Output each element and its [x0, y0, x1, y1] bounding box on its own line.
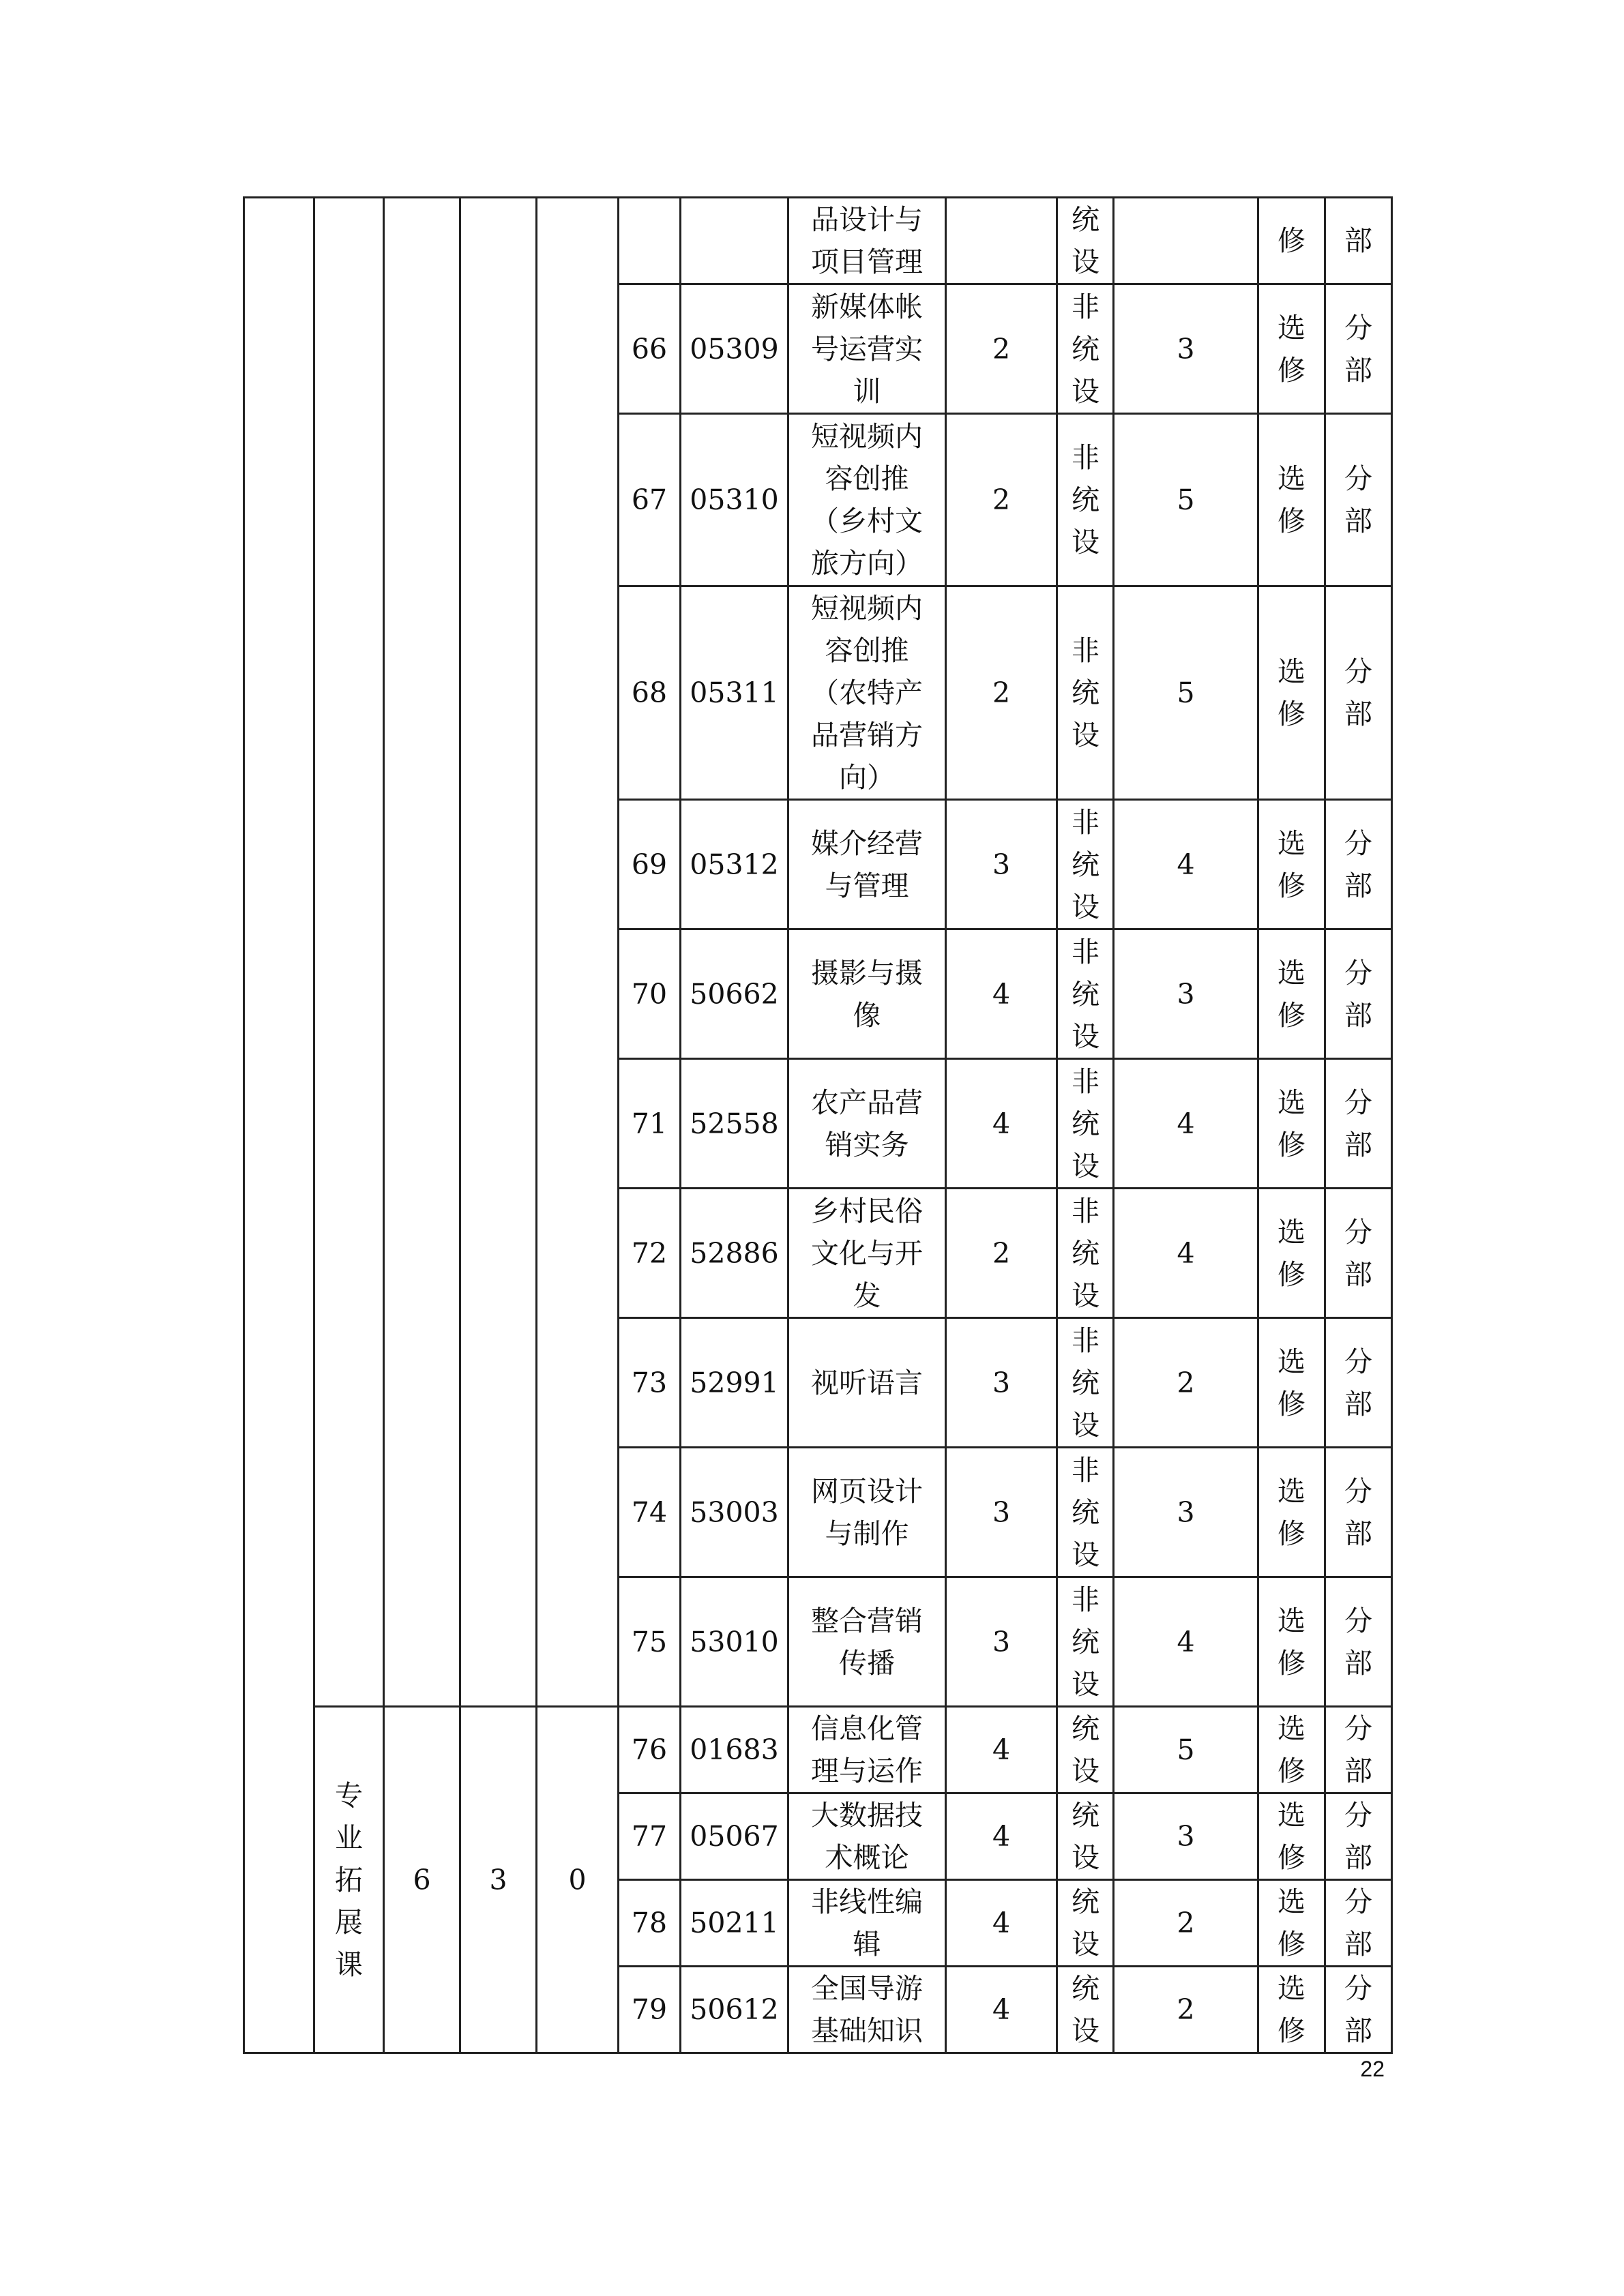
table-cell-course-name: 信息化管理与运作 — [788, 1707, 946, 1793]
table-cell-exam-type: 非统设 — [1057, 1059, 1114, 1189]
table-cell-merged — [244, 198, 314, 2053]
table-cell-code: 05309 — [681, 284, 788, 414]
table-cell-course-type: 选修 — [1258, 1448, 1325, 1577]
table-cell-credits: 4 — [946, 929, 1057, 1059]
table-cell-no: 69 — [619, 800, 681, 929]
table-cell-no: 72 — [619, 1189, 681, 1318]
table-cell-exam-type: 非统设 — [1057, 284, 1114, 414]
table-cell-exam-type: 非统设 — [1057, 414, 1114, 586]
table-cell-no: 71 — [619, 1059, 681, 1189]
table-cell-credits: 3 — [946, 1318, 1057, 1448]
table-cell-group-col5: 0 — [537, 1707, 619, 2053]
table-cell-merged — [537, 198, 619, 1707]
table-cell-course-type: 选修 — [1258, 1318, 1325, 1448]
table-cell-course-name: 整合营销传播 — [788, 1577, 946, 1707]
table-cell-exam-type: 非统设 — [1057, 929, 1114, 1059]
table-cell-code: 52886 — [681, 1189, 788, 1318]
table-cell-credits: 4 — [946, 1967, 1057, 2053]
table-cell-semester: 4 — [1114, 800, 1258, 929]
table-cell-code: 01683 — [681, 1707, 788, 1793]
table-cell-semester: 2 — [1114, 1318, 1258, 1448]
table-cell-code: 53003 — [681, 1448, 788, 1577]
table-cell-code: 05310 — [681, 414, 788, 586]
table-cell-no: 77 — [619, 1793, 681, 1880]
table-cell-course-type: 选修 — [1258, 1880, 1325, 1967]
table-cell-category: 专业拓展课 — [314, 1707, 384, 2053]
table-cell-credits: 2 — [946, 586, 1057, 800]
table-cell-course-name: 农产品营销实务 — [788, 1059, 946, 1189]
table-cell-semester: 4 — [1114, 1189, 1258, 1318]
table-cell-semester: 2 — [1114, 1880, 1258, 1967]
table-cell-code — [681, 198, 788, 284]
table-row — [244, 1707, 1392, 1793]
table-cell-exam-type: 统设 — [1057, 1880, 1114, 1967]
page-number: 22 — [1360, 2057, 1385, 2081]
table-cell-credits: 2 — [946, 414, 1057, 586]
table-cell-course-name: 全国导游基础知识 — [788, 1967, 946, 2053]
table-cell-code: 53010 — [681, 1577, 788, 1707]
table-cell-level: 分部 — [1325, 1577, 1392, 1707]
table-cell-level: 分部 — [1325, 1967, 1392, 2053]
table-cell-level: 分部 — [1325, 1448, 1392, 1577]
table-cell-merged — [384, 198, 460, 1707]
table-cell-exam-type: 统设 — [1057, 1707, 1114, 1793]
table-cell-exam-type: 统设 — [1057, 1967, 1114, 2053]
table-cell-level: 分部 — [1325, 1707, 1392, 1793]
table-cell-code: 05312 — [681, 800, 788, 929]
table-cell-no: 70 — [619, 929, 681, 1059]
table-cell-credits: 4 — [946, 1793, 1057, 1880]
table-cell-course-name: 网页设计与制作 — [788, 1448, 946, 1577]
table-cell-course-name: 摄影与摄像 — [788, 929, 946, 1059]
table-cell-course-name: 视听语言 — [788, 1318, 946, 1448]
table-cell-exam-type: 非统设 — [1057, 586, 1114, 800]
table-cell-credits: 2 — [946, 284, 1057, 414]
table-cell-level: 分部 — [1325, 1059, 1392, 1189]
table-cell-credits: 4 — [946, 1059, 1057, 1189]
table-cell-no: 76 — [619, 1707, 681, 1793]
table-cell-level: 分部 — [1325, 284, 1392, 414]
table-cell-semester: 5 — [1114, 1707, 1258, 1793]
table-cell-course-name: 媒介经营与管理 — [788, 800, 946, 929]
table-cell-code: 50211 — [681, 1880, 788, 1967]
table-cell-course-type: 选修 — [1258, 414, 1325, 586]
table-cell-level: 分部 — [1325, 929, 1392, 1059]
table-cell-course-type: 选修 — [1258, 1967, 1325, 2053]
table-cell-semester: 3 — [1114, 929, 1258, 1059]
table-cell-exam-type: 非统设 — [1057, 1318, 1114, 1448]
table-cell-credits: 3 — [946, 1448, 1057, 1577]
table-cell-code: 52558 — [681, 1059, 788, 1189]
table-cell-code: 50612 — [681, 1967, 788, 2053]
table-cell-credits: 2 — [946, 1189, 1057, 1318]
table-cell-level: 分部 — [1325, 800, 1392, 929]
table-cell-course-name: 非线性编辑 — [788, 1880, 946, 1967]
table-cell-credits: 3 — [946, 800, 1057, 929]
table-cell-min-credits: 6 — [384, 1707, 460, 2053]
table-cell-no: 75 — [619, 1577, 681, 1707]
table-cell-level: 分部 — [1325, 586, 1392, 800]
table-cell-exam-type: 非统设 — [1057, 1577, 1114, 1707]
table-cell-semester: 5 — [1114, 586, 1258, 800]
table-cell-level: 分部 — [1325, 1793, 1392, 1880]
table-cell-course-type: 选修 — [1258, 1707, 1325, 1793]
table-cell-credits: 3 — [946, 1577, 1057, 1707]
table-cell-course-name: 大数据技术概论 — [788, 1793, 946, 1880]
table-row — [244, 198, 1392, 284]
table-cell-merged — [314, 198, 384, 1707]
table-cell-exam-type: 非统设 — [1057, 1448, 1114, 1577]
table-cell-semester: 3 — [1114, 1793, 1258, 1880]
table-cell-course-type: 选修 — [1258, 1059, 1325, 1189]
table-cell-code: 50662 — [681, 929, 788, 1059]
table-cell-code: 05067 — [681, 1793, 788, 1880]
table-cell-credits: 4 — [946, 1707, 1057, 1793]
table-cell-exam-type: 非统设 — [1057, 800, 1114, 929]
table-cell-course-type: 选修 — [1258, 1793, 1325, 1880]
table-cell-semester: 3 — [1114, 284, 1258, 414]
table-cell-semester: 4 — [1114, 1577, 1258, 1707]
table-cell-no: 79 — [619, 1967, 681, 2053]
table-cell-no: 68 — [619, 586, 681, 800]
table-cell-course-name: 短视频内容创推（农特产品营销方向） — [788, 586, 946, 800]
table-cell-semester: 4 — [1114, 1059, 1258, 1189]
table-cell-course-type: 选修 — [1258, 1577, 1325, 1707]
table-cell-course-type: 选修 — [1258, 284, 1325, 414]
table-cell-code: 52991 — [681, 1318, 788, 1448]
table-cell-no: 66 — [619, 284, 681, 414]
table-cell-exam-type: 非统设 — [1057, 1189, 1114, 1318]
table-cell-no: 78 — [619, 1880, 681, 1967]
table-cell-no: 73 — [619, 1318, 681, 1448]
table-cell-credits — [946, 198, 1057, 284]
table-cell-credits: 4 — [946, 1880, 1057, 1967]
table-cell-course-type: 选修 — [1258, 929, 1325, 1059]
table-cell-semester: 2 — [1114, 1967, 1258, 2053]
table-cell-course-type: 选修 — [1258, 800, 1325, 929]
table-cell-merged — [460, 198, 537, 1707]
table-cell-semester: 5 — [1114, 414, 1258, 586]
table-cell-level: 分部 — [1325, 1318, 1392, 1448]
table-cell-level: 分部 — [1325, 1880, 1392, 1967]
table-cell-no — [619, 198, 681, 284]
table-cell-exam-type: 统设 — [1057, 198, 1114, 284]
table-cell-course-name: 短视频内容创推（乡村文旅方向） — [788, 414, 946, 586]
table-cell-course-name: 品设计与项目管理 — [788, 198, 946, 284]
table-cell-level: 分部 — [1325, 1189, 1392, 1318]
table-cell-level: 分部 — [1325, 414, 1392, 586]
table-cell-course-name: 新媒体帐号运营实训 — [788, 284, 946, 414]
table-cell-code: 05311 — [681, 586, 788, 800]
table-cell-course-type: 选修 — [1258, 1189, 1325, 1318]
table-cell-semester — [1114, 198, 1258, 284]
course-table — [243, 196, 1393, 2054]
table-cell-group-col4: 3 — [460, 1707, 537, 2053]
table-cell-course-name: 乡村民俗文化与开发 — [788, 1189, 946, 1318]
table-cell-no: 74 — [619, 1448, 681, 1577]
table-cell-semester: 3 — [1114, 1448, 1258, 1577]
table-cell-level: 部 — [1325, 198, 1392, 284]
table-cell-exam-type: 统设 — [1057, 1793, 1114, 1880]
table-cell-course-type: 修 — [1258, 198, 1325, 284]
table-cell-no: 67 — [619, 414, 681, 586]
table-cell-course-type: 选修 — [1258, 586, 1325, 800]
